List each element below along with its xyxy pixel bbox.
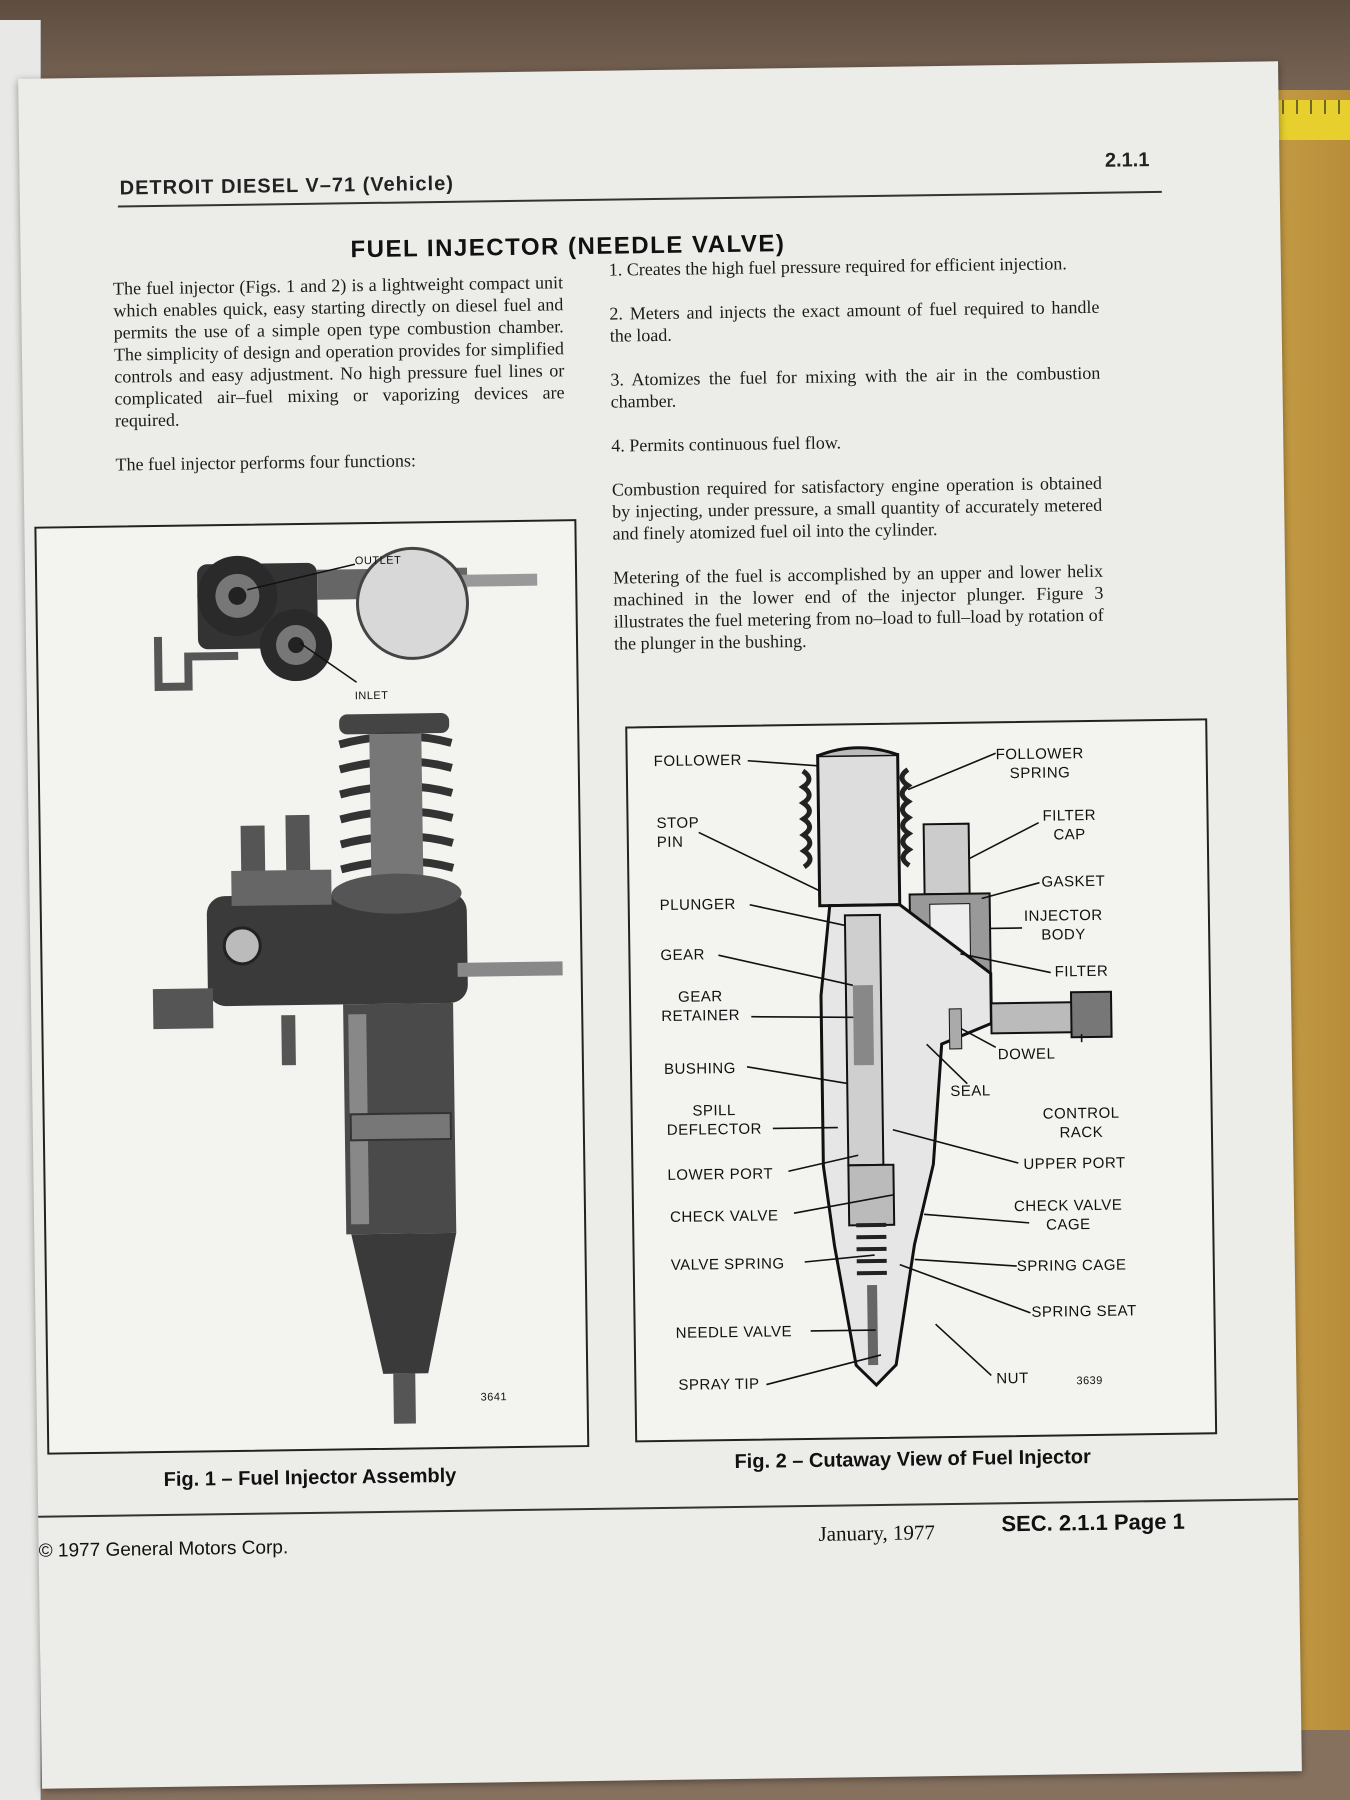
function-item: 4. Permits continuous fuel flow.: [611, 432, 842, 456]
label-dowel: DOWEL: [997, 1045, 1056, 1064]
label-plunger: PLUNGER: [659, 895, 736, 915]
label-follower-spring: FOLLOWER SPRING: [995, 745, 1084, 783]
outlet-label: OUTLET: [354, 554, 402, 568]
label-spill-deflector: SPILL DEFLECTOR: [666, 1101, 763, 1139]
label-nut: NUT: [996, 1369, 1029, 1388]
combustion-paragraph: Combustion required for satisfactory engine operation is obtained by injecting, under pressure, a small quantity of accurately metered and finely atomized fuel oil into the cylinder.: [611, 472, 1103, 544]
inlet-label: INLET: [354, 689, 389, 703]
figure-2-number: 3639: [1076, 1374, 1103, 1388]
figure-1-number: 3641: [480, 1391, 508, 1404]
manual-page: [18, 61, 1302, 1788]
label-gear: GEAR: [660, 946, 706, 964]
label-control-rack: CONTROL RACK: [1042, 1104, 1120, 1142]
page-title: FUEL INJECTOR (NEEDLE VALVE): [350, 230, 786, 264]
label-valve-spring: VALVE SPRING: [670, 1255, 785, 1274]
label-gear-retainer: GEAR RETAINER: [661, 988, 741, 1025]
figure-1-caption: Fig. 1 – Fuel Injector Assembly: [163, 1464, 457, 1491]
label-needle-valve: NEEDLE VALVE: [675, 1323, 793, 1342]
label-upper-port: UPPER PORT: [1023, 1154, 1126, 1173]
manual-title: DETROIT DIESEL V–71 (Vehicle): [119, 172, 455, 200]
function-item: 1. Creates the high fuel pressure required for efficient injection.: [608, 253, 1067, 280]
figure-2-frame: [625, 718, 1217, 1442]
label-seal: SEAL: [950, 1082, 991, 1100]
right-column: [609, 252, 1105, 677]
label-check-valve-cage: CHECK VALVE CAGE: [1013, 1196, 1123, 1234]
fuel-injector-assembly-illustration: [36, 521, 587, 1452]
label-spring-seat: SPRING SEAT: [1031, 1302, 1137, 1321]
section-number: 2.1.1: [1104, 149, 1150, 172]
publication-date: January, 1977: [818, 1520, 936, 1546]
label-spray-tip: SPRAY TIP: [678, 1375, 760, 1394]
label-lower-port: LOWER PORT: [667, 1165, 774, 1184]
figure-1-frame: [34, 519, 589, 1454]
function-item: 3. Atomizes the fuel for mixing with the air in the combustion chamber.: [610, 362, 1101, 412]
intro-paragraph: The fuel injector (Figs. 1 and 2) is a lightweight compact unit which enables quick, easy starting directly on diesel fuel and permits the use of a simple open type combustion chamber. The simplicity of design and operation provides for simplified controls and easy adjustment. No high pressure fuel lines or complicated air–fuel mixing or vaporizing devices are required.: [112, 272, 565, 431]
functions-lead: The fuel injector performs four functions:: [115, 450, 417, 475]
label-follower: FOLLOWER: [653, 751, 743, 771]
label-check-valve: CHECK VALVE: [669, 1207, 779, 1226]
function-item: 2. Meters and injects the exact amount of fuel required to handle the load.: [609, 296, 1100, 346]
label-spring-cage: SPRING CAGE: [1016, 1256, 1127, 1276]
label-filter-cap: FILTER CAP: [1042, 806, 1097, 844]
section-page: SEC. 2.1.1 Page 1: [1001, 1508, 1185, 1537]
copyright: © 1977 General Motors Corp.: [38, 1537, 289, 1562]
label-stop-pin: STOP PIN: [656, 814, 700, 852]
left-column: [113, 271, 566, 497]
metering-paragraph: Metering of the fuel is accomplished by an upper and lower helix machined in the lower end of the injector plunger. Figure 3 illustrates the fuel metering from no–load to full–load by rotation of the plunger in the bushing.: [613, 560, 1104, 654]
label-injector-body: INJECTOR BODY: [1023, 906, 1103, 944]
label-bushing: BUSHING: [663, 1059, 736, 1078]
figure-2-caption: Fig. 2 – Cutaway View of Fuel Injector: [734, 1446, 1092, 1474]
label-gasket: GASKET: [1041, 872, 1106, 891]
label-filter: FILTER: [1054, 962, 1109, 981]
